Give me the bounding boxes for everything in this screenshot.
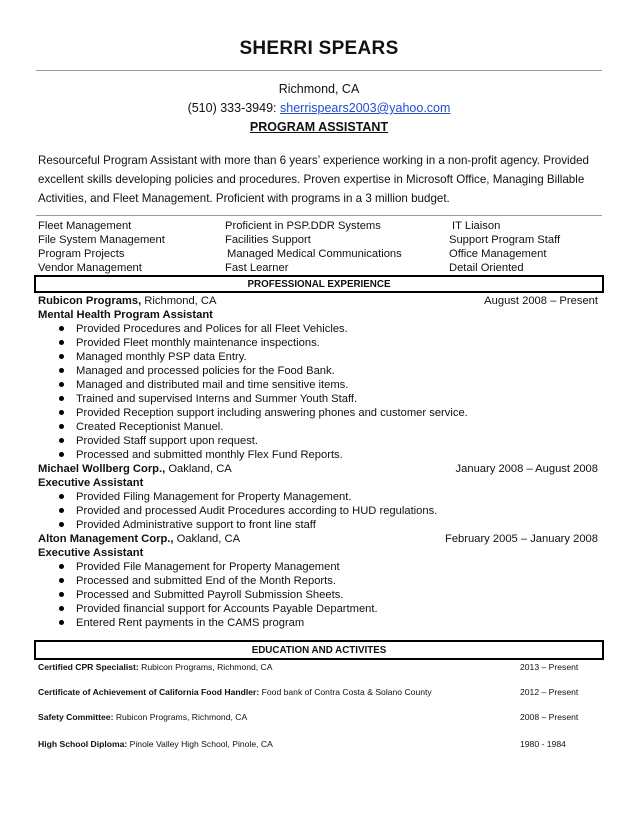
skill-item: File System Management — [38, 234, 165, 246]
city-line: Richmond, CA — [278, 82, 360, 96]
education-detail: Rubicon Programs, Richmond, CA — [138, 662, 273, 672]
skill-item: Vendor Management — [38, 262, 142, 274]
skills-divider — [36, 215, 602, 216]
rule — [34, 275, 604, 277]
phone-number: (510) 333-3949: — [187, 101, 277, 115]
contact-line — [0, 101, 638, 115]
bullet-icon — [59, 340, 64, 345]
education-detail: Rubicon Programs, Richmond, CA — [113, 712, 248, 722]
education-label: Certified CPR Specialist: — [38, 662, 139, 672]
job-dates: January 2008 – August 2008 — [455, 463, 598, 475]
skill-item: Office Management — [449, 248, 547, 260]
bullet-icon — [59, 424, 64, 429]
bullet-icon — [59, 564, 64, 569]
education-dates: 2012 – Present — [520, 687, 579, 697]
bullet-icon — [59, 522, 64, 527]
skill-item: Support Program Staff — [449, 234, 561, 246]
bullet-icon — [59, 326, 64, 331]
rule — [34, 640, 604, 642]
skill-item: IT Liaison — [452, 220, 501, 232]
bullet-icon — [59, 410, 64, 415]
summary — [38, 151, 598, 208]
bullet-icon — [59, 620, 64, 625]
bullet-icon — [59, 578, 64, 583]
education-label: Safety Committee: — [38, 712, 114, 722]
bullet-icon — [59, 592, 64, 597]
skill-item: Fleet Management — [38, 220, 132, 232]
job-header — [38, 462, 600, 476]
job-header — [38, 532, 600, 546]
education-dates: 2013 – Present — [520, 662, 579, 672]
section-heading-education: EDUCATION AND ACTIVITES — [251, 645, 387, 656]
education-detail: Food bank of Contra Costa & Solano County — [259, 687, 432, 697]
bullet-icon — [59, 606, 64, 611]
rule — [34, 658, 604, 660]
bullet-icon — [59, 382, 64, 387]
bullet-icon — [59, 494, 64, 499]
education-label: High School Diploma: — [38, 739, 128, 749]
bullet-icon — [59, 452, 64, 457]
applicant-name: SHERRI SPEARS — [239, 38, 399, 59]
job-role: Executive Assistant — [38, 547, 144, 559]
skill-item: Detail Oriented — [449, 262, 524, 274]
job-title: PROGRAM ASSISTANT — [249, 120, 389, 134]
education-dates: 1980 - 1984 — [520, 739, 566, 749]
section-heading-experience: PROFESSIONAL EXPERIENCE — [247, 279, 391, 290]
skill-item: Proficient in PSP.DDR Systems — [225, 220, 381, 232]
company-name: Rubicon Programs, — [38, 295, 142, 307]
rule — [34, 291, 604, 293]
skill-item: Program Projects — [38, 248, 125, 260]
bullet-icon — [59, 368, 64, 373]
skills-column-3 — [449, 219, 560, 275]
job-dates: February 2005 – January 2008 — [445, 533, 598, 545]
skills-column-2 — [225, 219, 402, 275]
company-name: Michael Wollberg Corp., — [38, 463, 166, 475]
bullet-icon — [59, 354, 64, 359]
skill-item: Fast Learner — [225, 262, 289, 274]
company-name: Alton Management Corp., — [38, 533, 174, 545]
job-role: Executive Assistant — [38, 477, 144, 489]
summary-line: Resourceful Program Assistant with more than 6 years’ experience working in a non-profit agency. Provided — [38, 154, 589, 167]
summary-line: Activities, and Fleet Management. Proficient with programs in a 3 million budget. — [38, 192, 450, 205]
company-location: Oakland, CA — [165, 463, 232, 475]
bullet-icon — [59, 438, 64, 443]
summary-line: excellent skills developing policies and procedures. Proven expertise in Microsoft Office, Managing Billable — [38, 173, 585, 186]
bullet-icon — [59, 508, 64, 513]
email-link[interactable]: sherrispears2003@yahoo.com — [280, 101, 451, 115]
company-location: Oakland, CA — [173, 533, 241, 545]
rule — [602, 275, 604, 291]
education-item — [38, 661, 584, 673]
education-detail: Pinole Valley High School, Pinole, CA — [127, 739, 273, 749]
company-location: Richmond, CA — [141, 295, 217, 307]
skill-item: Managed Medical Communications — [227, 248, 402, 260]
bullet-icon — [59, 396, 64, 401]
skills-column-1 — [38, 219, 165, 275]
education-item — [38, 686, 584, 698]
job-header — [38, 294, 600, 308]
header-divider — [36, 70, 602, 71]
skill-item: Facilities Support — [225, 234, 311, 246]
education-item — [38, 711, 584, 723]
education-item — [38, 738, 584, 750]
rule — [602, 640, 604, 658]
education-label: Certificate of Achievement of California Food Handler: — [38, 687, 260, 697]
job-dates: August 2008 – Present — [484, 295, 598, 307]
education-dates: 2008 – Present — [520, 712, 579, 722]
job-role: Mental Health Program Assistant — [38, 309, 213, 321]
